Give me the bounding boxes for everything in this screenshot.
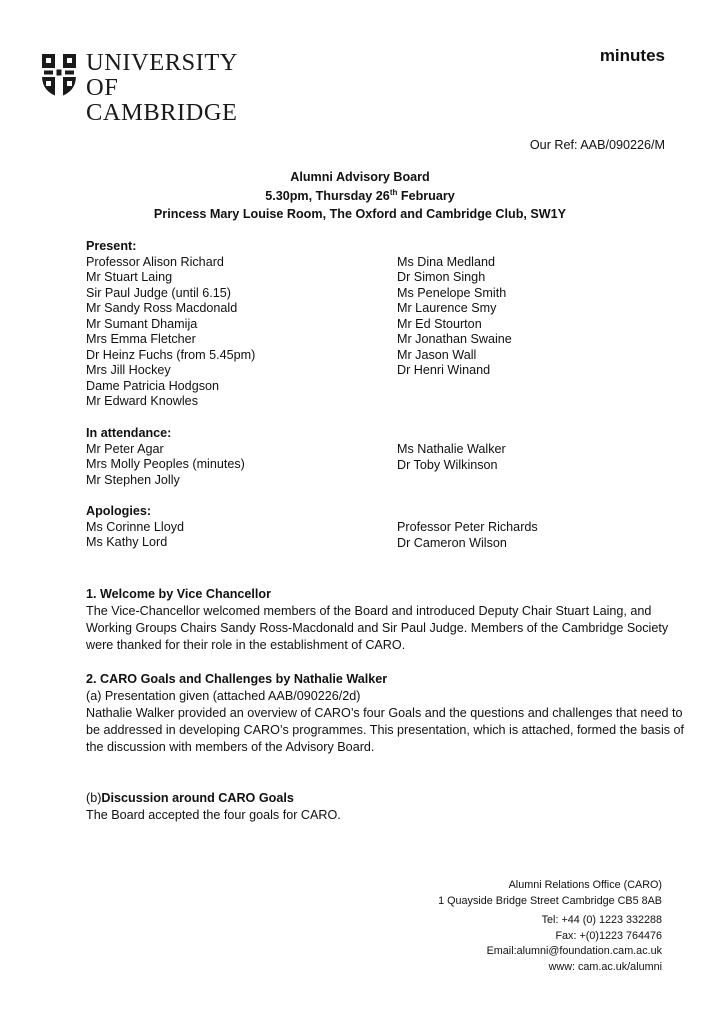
attendee: Mr Edward Knowles xyxy=(86,394,198,408)
document-type-label: minutes xyxy=(599,46,665,65)
attendee: Mr Peter Agar xyxy=(86,441,164,456)
agenda-item-body: The Vice-Chancellor welcomed members of the Board and introduced Deputy Chair Stuart Laing, and Working Groups Chairs Sandy Ross-Macdonald and Sir Paul Judge. Members of the Cambridge Society were thanked for their role in the establishment of CARO. xyxy=(86,604,669,652)
attendee: Mrs Molly Peoples (minutes) xyxy=(86,457,245,471)
attendee: Dr Henri Winand xyxy=(397,363,491,377)
subitem-b-prefix: (b) xyxy=(86,791,102,805)
present-heading: Present: xyxy=(86,239,137,253)
attendee: Dame Patricia Hodgson xyxy=(86,378,219,393)
university-crest-icon xyxy=(40,52,78,98)
attendee: Ms Nathalie Walker xyxy=(397,442,506,456)
logo-line2: CAMBRIDGE xyxy=(86,99,238,126)
apologies-left-column xyxy=(86,504,184,551)
attendee: Sir Paul Judge (until 6.15) xyxy=(86,285,231,300)
attendee: Mr Sumant Dhamija xyxy=(86,316,198,331)
meeting-date-prefix: 5.30pm, Thursday 26 xyxy=(265,189,390,203)
logo-wordmark xyxy=(86,50,270,125)
attendee: Dr Simon Singh xyxy=(397,270,486,284)
attendee: Mr Laurence Smy xyxy=(397,301,497,315)
apologies-heading: Apologies: xyxy=(86,504,152,518)
attendee: Mr Sandy Ross Macdonald xyxy=(86,301,238,315)
attendee: Mrs Jill Hockey xyxy=(86,363,171,377)
footer-fax: Fax: +(0)1223 764476 xyxy=(555,929,662,942)
footer-office: Alumni Relations Office (CARO) xyxy=(508,879,662,891)
our-reference: Our Ref: AAB/090226/M xyxy=(529,138,665,152)
attendee: Mr Jason Wall xyxy=(397,347,477,362)
attendance-left-column xyxy=(86,426,245,488)
agenda-subitem-a: (a) Presentation given (attached AAB/090226/2d) xyxy=(86,689,361,703)
agenda-subitem-b xyxy=(86,790,686,824)
agenda-item-heading: 2. CARO Goals and Challenges by Nathalie Walker xyxy=(86,672,388,686)
footer-address xyxy=(438,878,662,909)
agenda-item-heading: 1. Welcome by Vice Chancellor xyxy=(86,587,272,601)
attendee: Professor Peter Richards xyxy=(397,520,538,534)
agenda-item-2 xyxy=(86,671,686,756)
subitem-b-heading: Discussion around CARO Goals xyxy=(101,791,294,805)
meeting-title: Alumni Advisory Board xyxy=(290,170,430,184)
meeting-date-superscript: th xyxy=(389,187,398,197)
footer-website: www: cam.ac.uk/alumni xyxy=(548,960,662,973)
footer-email: Email:alumni@foundation.cam.ac.uk xyxy=(486,945,662,957)
agenda-item-1 xyxy=(86,586,686,654)
attendee: Ms Corinne Lloyd xyxy=(86,519,184,534)
attendee: Ms Dina Medland xyxy=(397,254,495,269)
attendee: Mr Ed Stourton xyxy=(397,316,482,331)
attendee: Mrs Emma Fletcher xyxy=(86,332,196,346)
attendee: Dr Heinz Fuchs (from 5.45pm) xyxy=(86,347,256,362)
attendance-heading: In attendance: xyxy=(86,426,172,440)
logo-line1: UNIVERSITY OF xyxy=(86,49,238,101)
university-logo xyxy=(40,49,270,126)
footer-contact xyxy=(487,913,662,975)
footer-tel: Tel: +44 (0) 1223 332288 xyxy=(541,914,662,926)
footer-street: 1 Quayside Bridge Street Cambridge CB5 8AB xyxy=(438,894,662,907)
meeting-date-suffix: February xyxy=(397,189,455,203)
present-left-column xyxy=(86,239,255,410)
attendee: Ms Penelope Smith xyxy=(397,285,507,300)
attendee: Dr Cameron Wilson xyxy=(397,535,507,550)
attendee: Mr Stuart Laing xyxy=(86,270,173,284)
present-right-column xyxy=(397,255,512,379)
meeting-venue: Princess Mary Louise Room, The Oxford and Cambridge Club, SW1Y xyxy=(153,207,567,221)
attendee: Professor Alison Richard xyxy=(86,254,224,269)
attendance-right-column xyxy=(397,442,506,473)
meeting-date xyxy=(0,189,720,203)
attendee: Mr Jonathan Swaine xyxy=(397,332,512,346)
agenda-item-body: Nathalie Walker provided an overview of CARO’s four Goals and the questions and challenges that need to be addressed in developing CARO’s programmes. This presentation, which is attached, formed the basis of the discussion with members of the Advisory Board. xyxy=(86,706,685,754)
apologies-right-column xyxy=(397,520,538,551)
attendee: Dr Toby Wilkinson xyxy=(397,457,498,472)
attendee: Mr Stephen Jolly xyxy=(86,472,180,487)
subitem-b-body: The Board accepted the four goals for CARO. xyxy=(86,808,341,822)
attendee: Ms Kathy Lord xyxy=(86,535,168,549)
